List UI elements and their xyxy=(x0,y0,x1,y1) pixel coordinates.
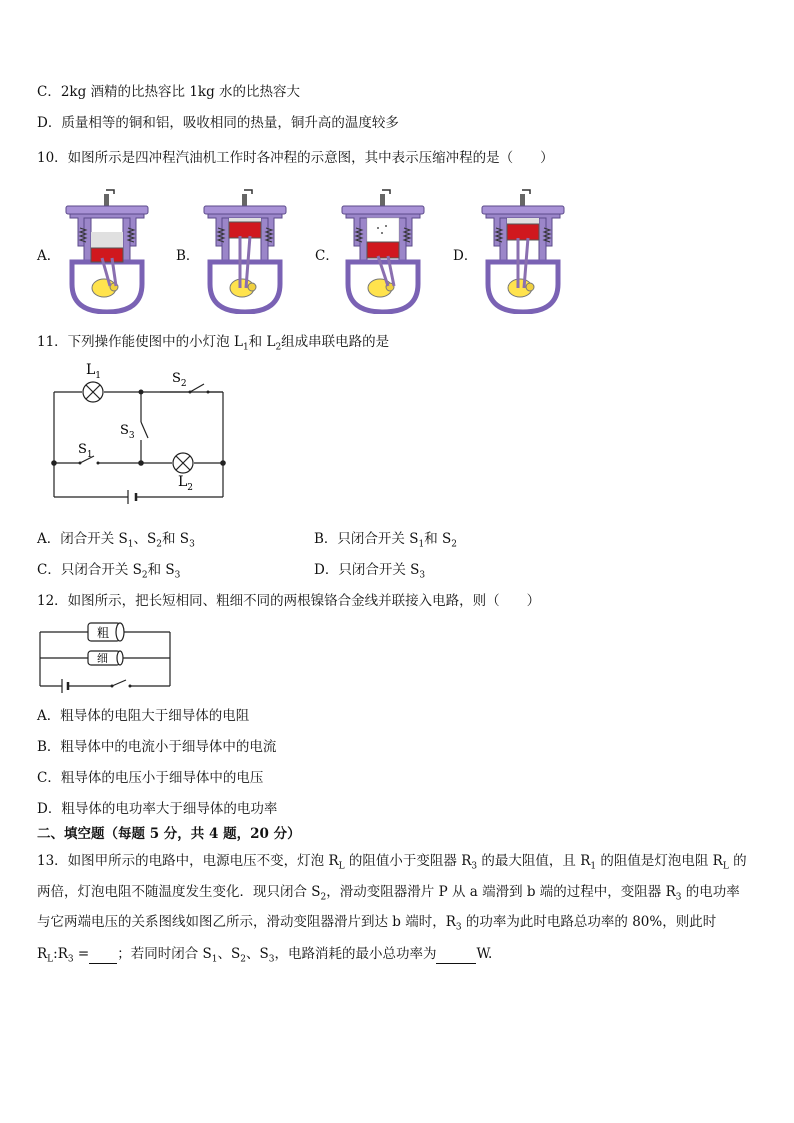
answer-blank-ratio[interactable] xyxy=(89,945,117,964)
q12-option-a: A．粗导体的电阻大于细导体的电阻 xyxy=(37,708,250,724)
q12-option-d: D．粗导体的电功率大于细导体的电功率 xyxy=(37,801,278,817)
q13-line-4: $R_L:R_3$ = ；若同时闭合 $S_1$、$S_2$、$S_3$，电路消耗的最小总功率为 W. xyxy=(37,946,493,965)
q12-option-c: C．粗导体的电压小于细导体中的电压 xyxy=(37,770,264,786)
label-l2: $L_2$ xyxy=(178,474,194,493)
q13-line-1: 13．如图甲所示的电路中，电源电压不变，灯泡 $R_L$ 的阻值小于变阻器 $R_3$ 的最大阻值，且 $R_1$ 的阻值是灯泡电阻 $R_L$ 的 xyxy=(37,853,747,872)
label-thin: 细 xyxy=(97,652,108,665)
label-l1: $L_1$ xyxy=(86,362,102,381)
engine-diagram-d xyxy=(478,188,568,314)
q11-option-d: D．只闭合开关 $S_3$ xyxy=(314,562,426,581)
engine-diagram-b xyxy=(200,188,290,314)
q11-circuit-diagram xyxy=(40,360,240,505)
q13-line-3: 与它两端电压的关系图线如图乙所示，滑动变阻器滑片到达 b 端时，$R_3$ 的功率为此时电路总功率的 80%，则此时 xyxy=(37,914,717,933)
q10-label-c: C． xyxy=(315,248,339,264)
q12-stem: 12．如图所示，把长短相同、粗细不同的两根镍铬合金线并联接入电路，则（ ） xyxy=(37,593,541,609)
q9-option-d: D．质量相等的铜和铝，吸收相同的热量，铜升高的温度较多 xyxy=(37,115,399,131)
q11-stem: 11．下列操作能使图中的小灯泡 $L_1$和 $L_2$组成串联电路的是 xyxy=(37,334,390,353)
label-thick: 粗 xyxy=(97,626,110,640)
q12-option-b: B．粗导体中的电流小于细导体中的电流 xyxy=(37,739,277,755)
label-s3: $S_3$ xyxy=(120,423,135,441)
engine-diagram-c xyxy=(338,188,428,314)
section-heading: 二、填空题（每题 5 分，共 4 题，20 分） xyxy=(37,826,301,842)
q10-label-b: B． xyxy=(176,248,200,264)
q10-label-d: D． xyxy=(453,248,478,264)
q11-option-b: B．只闭合开关 $S_1$和 $S_2$ xyxy=(314,531,457,550)
q13-line-2: 两倍，灯泡电阻不随温度发生变化．现只闭合 $S_2$，滑动变阻器滑片 P 从 a 端滑到 b 端的过程中，变阻器 $R_3$ 的电功率 xyxy=(37,884,740,903)
q12-circuit-diagram xyxy=(36,618,176,694)
label-s2: $S_2$ xyxy=(172,371,187,389)
q10-stem: 10．如图所示是四冲程汽油机工作时各冲程的示意图，其中表示压缩冲程的是（ ） xyxy=(37,150,554,166)
engine-diagram-a xyxy=(62,188,152,314)
q11-option-a: A．闭合开关 $S_1$、$S_2$和 $S_3$ xyxy=(37,531,195,550)
q11-option-c: C．只闭合开关 $S_2$和 $S_3$ xyxy=(37,562,181,581)
label-s1: $S_1$ xyxy=(78,442,93,460)
answer-blank-power[interactable] xyxy=(436,945,476,964)
q10-label-a: A． xyxy=(37,248,61,264)
q9-option-c: C．2kg 酒精的比热容比 1kg 水的比热容大 xyxy=(37,84,301,100)
